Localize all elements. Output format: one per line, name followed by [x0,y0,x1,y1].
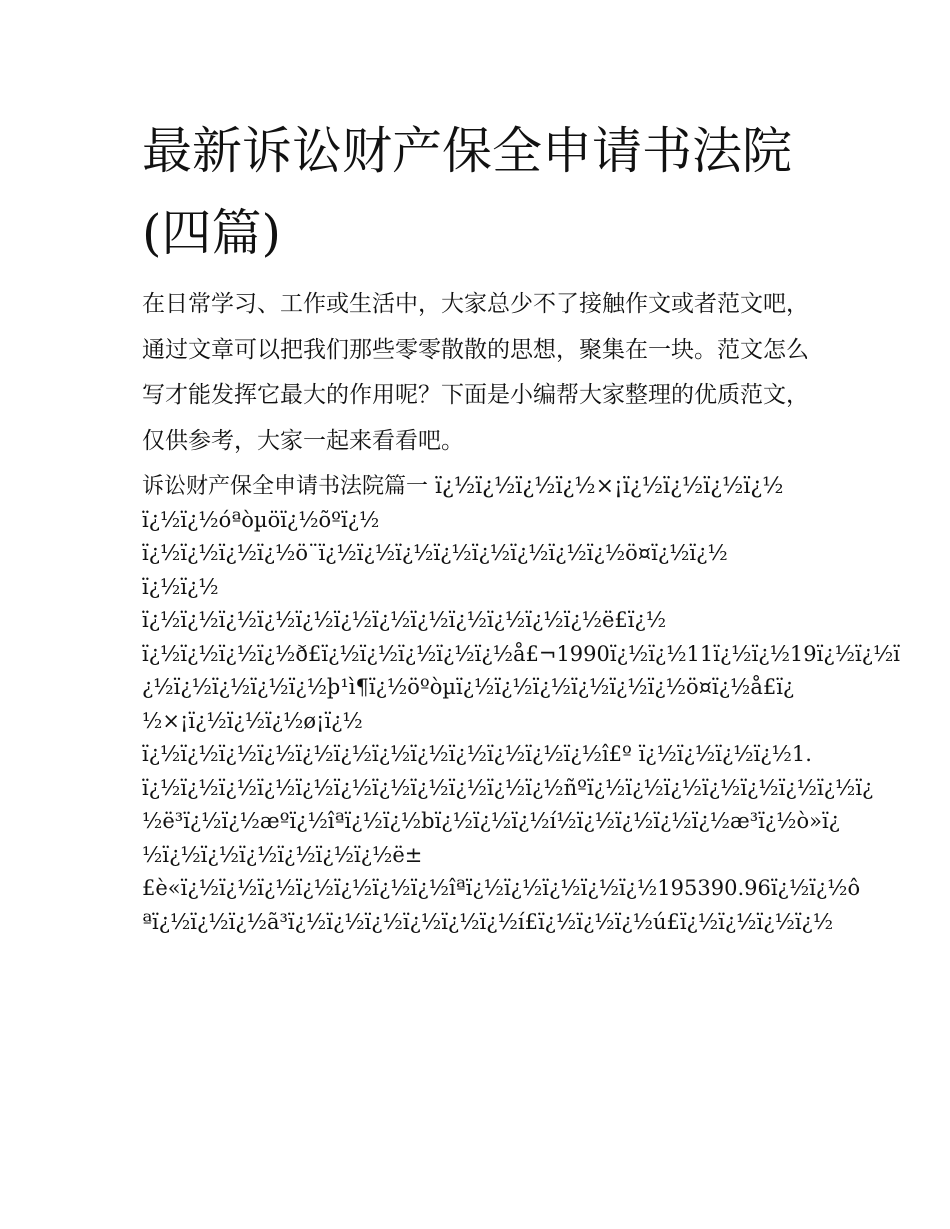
garbled-text-block [142,470,901,939]
text-line: ï¿½ï¿½ï¿½ï¿½ï¿½ï¿½ï¿½ï¿½ï¿½ï¿½ï¿½ï¿½ë£ï¿½ [142,608,667,632]
text-line: ï¿½ï¿½óªòµöï¿½õºï¿½ [142,507,380,532]
text-line: £è«ï¿½ï¿½ï¿½ï¿½ï¿½ï¿½ï¿½îªï¿½ï¿½ï¿½ï¿½ï¿½195390.96ï¿½ï¿½ô [142,876,861,900]
text-line: ï¿½ï¿½ï¿½ï¿½ð£ï¿½ï¿½ï¿½ï¿½ï¿½å£¬1990ï¿½ï¿½11ï¿½ï¿½19ï¿½ï¿½ï [142,641,901,666]
text-line: ï¿½ï¿½ï¿½ï¿½ï¿½ï¿½ï¿½ï¿½ï¿½ï¿½ï¿½ï¿½î£º ï¿½ï¿½ï¿½ï¿½1. [142,742,812,766]
text-line: ½ë³ï¿½ï¿½æºï¿½îªï¿½ï¿½bï¿½ï¿½ï¿½í½ï¿½ï¿½ï¿½ï¿½æ³ï¿½ò»ï¿ [142,809,840,833]
text-line: ½ï¿½ï¿½ï¿½ï¿½ï¿½ï¿½ë± [142,842,423,867]
text-line: ½×¡ï¿½ï¿½ï¿½ø¡ï¿½ [142,708,363,733]
text-line: ï¿½ï¿½ [142,574,219,599]
text-line: ¿½ï¿½ï¿½ï¿½ï¿½þ¹ì¶ï¿½öºòµï¿½ï¿½ï¿½ï¿½ï¿½ï¿½ö¤ï¿½å£ï¿ [142,675,795,699]
document-page [142,110,901,939]
text-line: 诉讼财产保全申请书法院篇一 ï¿½ï¿½ï¿½ï¿½×¡ï¿½ï¿½ï¿½ï¿½ [142,474,784,499]
intro-paragraph: 在日常学习、工作或生活中，大家总少不了接触作文或者范文吧，通过文章可以把我们那些零零散散的思想，聚集在一块。范文怎么写才能发挥它最大的作用呢？下面是小编帮大家整理的优质范文，仅供参考，大家一起来看看吧。 [142,291,809,454]
document-title: 最新诉讼财产保全申请书法院(四篇) [142,122,792,262]
text-line: ï¿½ï¿½ï¿½ï¿½ö¨ï¿½ï¿½ï¿½ï¿½ï¿½ï¿½ï¿½ï¿½ö¤ï¿½ï¿½ [142,541,728,565]
text-line: ï¿½ï¿½ï¿½ï¿½ï¿½ï¿½ï¿½ï¿½ï¿½ï¿½ï¿½ñºï¿½ï¿½ï¿½ï¿½ï¿½ï¿½ï¿½ï¿ [142,775,874,800]
text-line: ªï¿½ï¿½ï¿½ã³ï¿½ï¿½ï¿½ï¿½ï¿½ï¿½í£ï¿½ï¿½ï¿½ú£ï¿½ï¿½ï¿½ï¿½ [142,909,834,934]
